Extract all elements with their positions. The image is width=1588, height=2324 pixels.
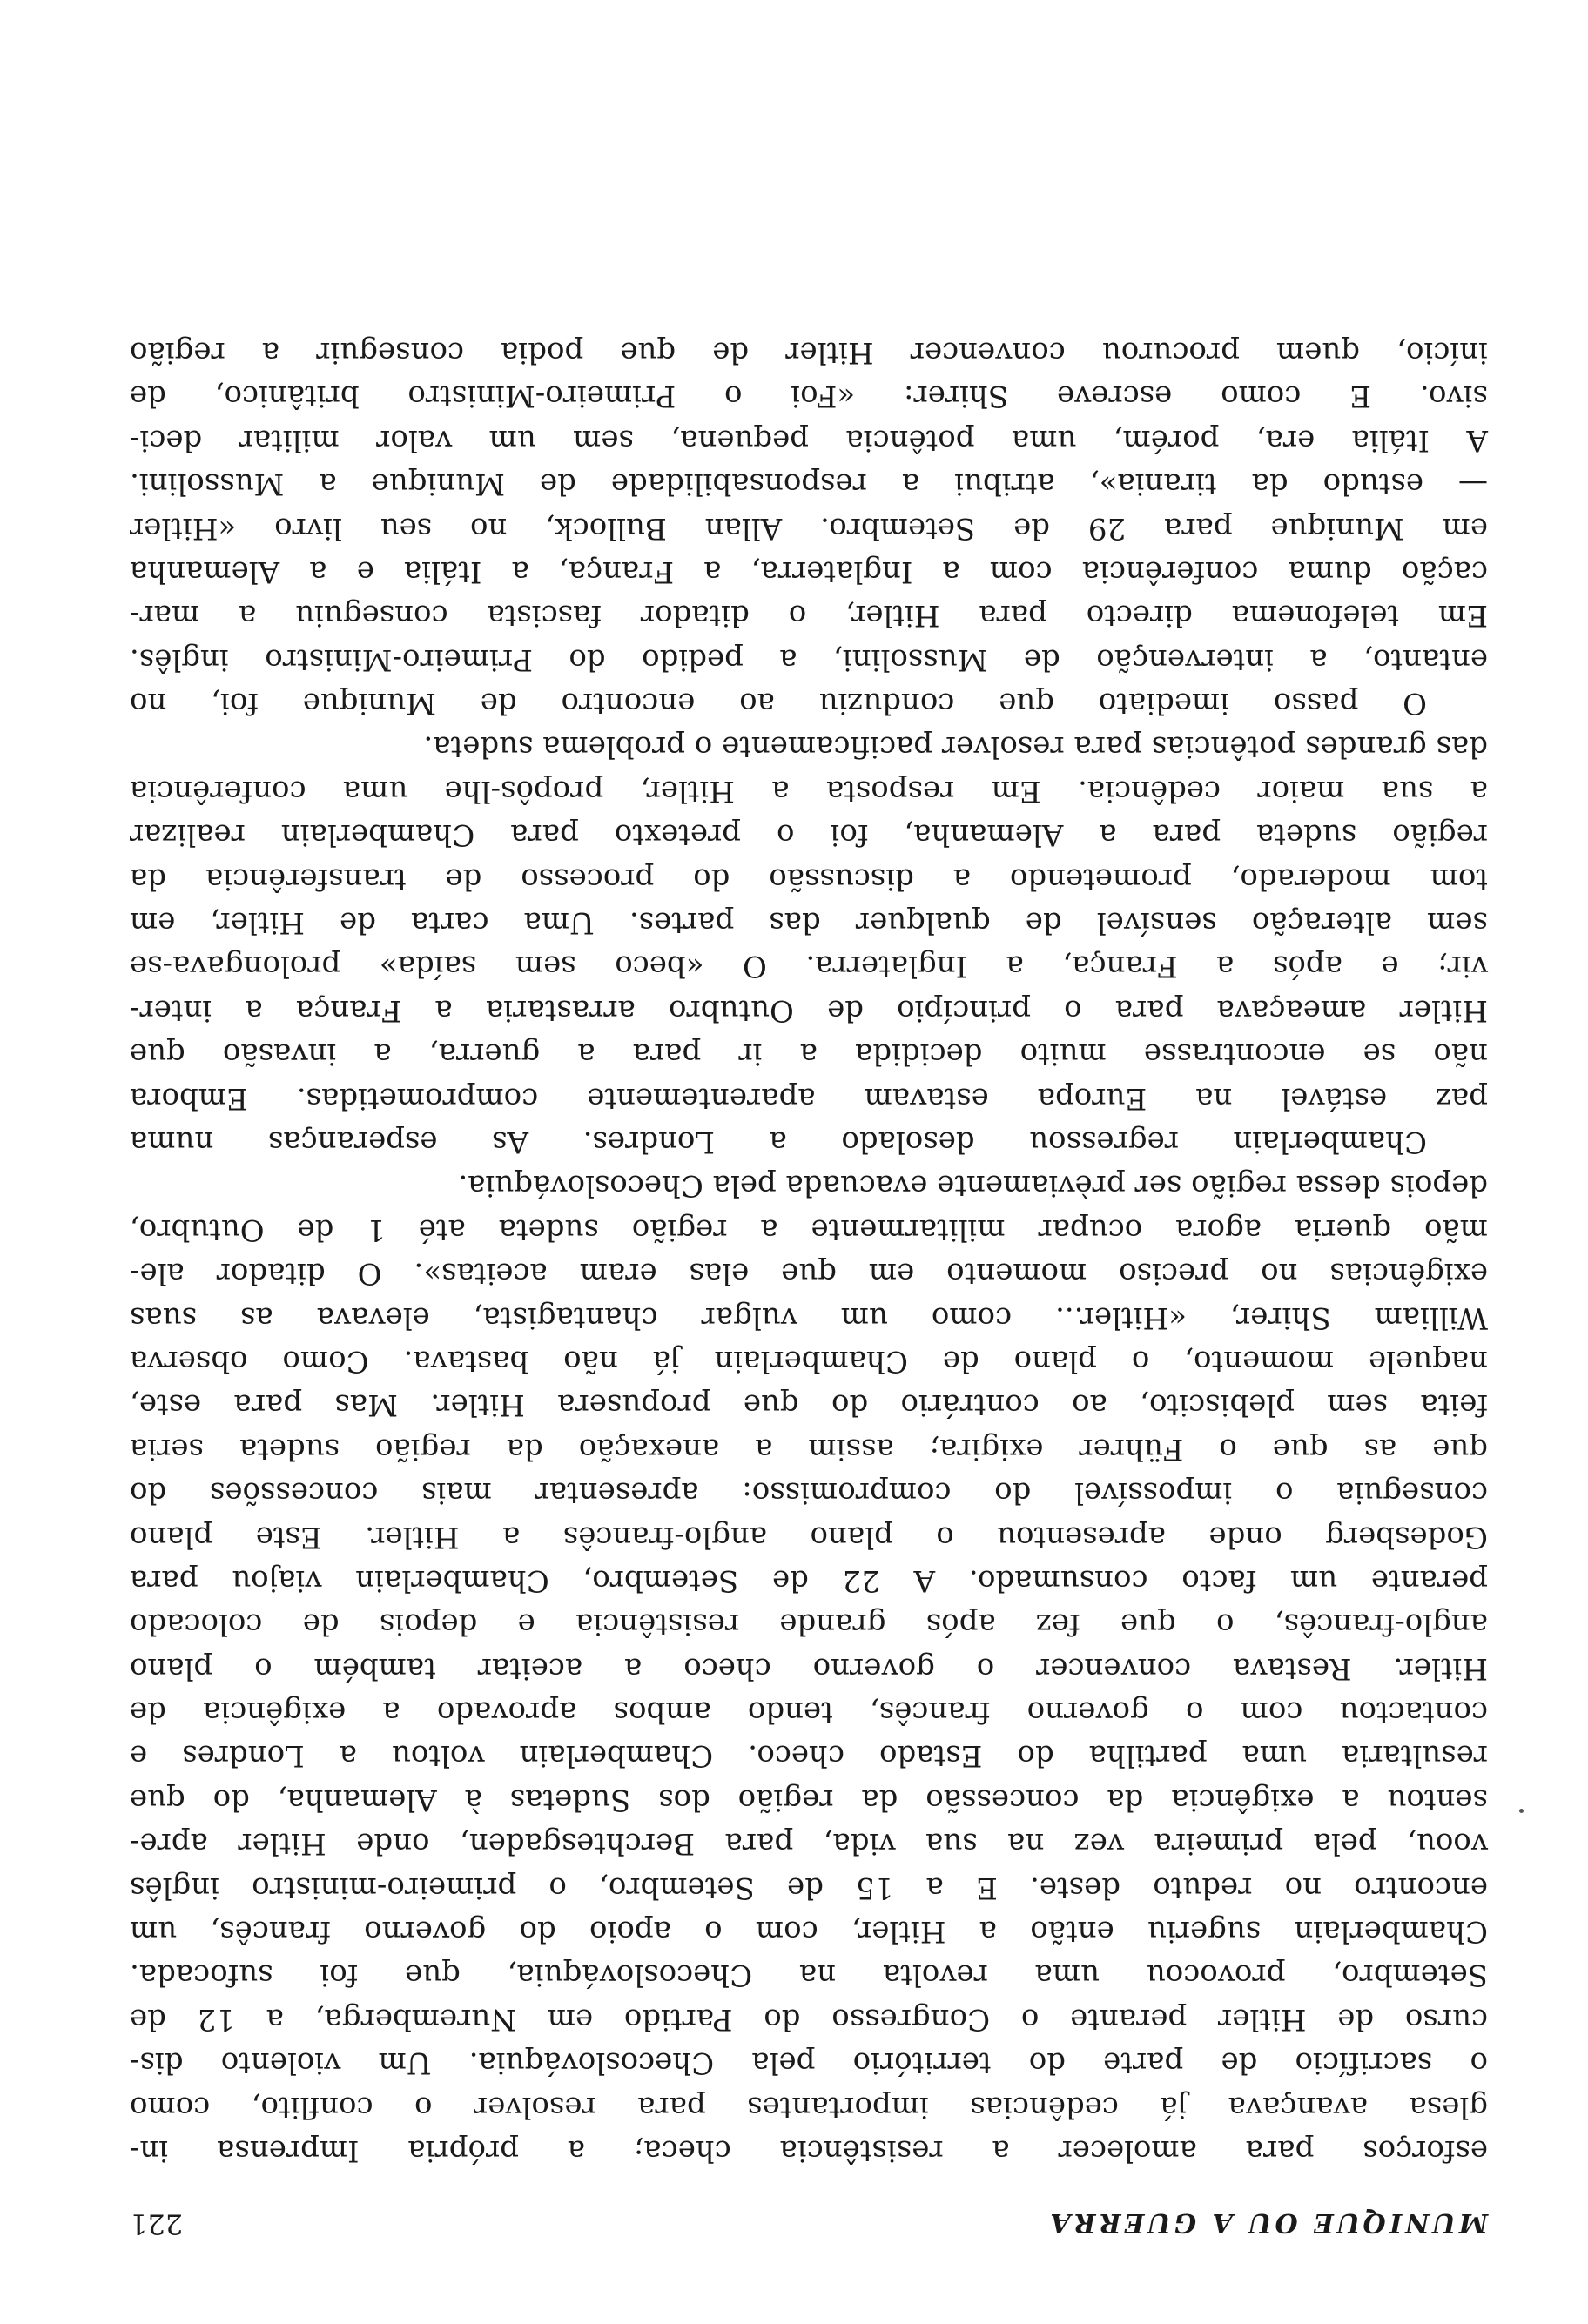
text-line: voou, pela primeira vez na sua vida, para Berchtesgaden, onde Hitler apre- [130, 1826, 1488, 1862]
text-line: das grandes potências para resolver pacificamente o problema sudeta. [423, 729, 1488, 765]
text-line: a sua maior cedência. Em resposta a Hitler, propôs-lhe uma conferência [130, 773, 1488, 809]
text-line: Chamberlain sugeriu então a Hitler, com o apoio do governo francês, um [130, 1914, 1488, 1950]
text-line: Em telefonema directo para Hitler, o ditador fascista conseguiu a mar- [130, 598, 1488, 634]
body-text [130, 331, 1488, 2173]
text-line: tom moderado, prometendo a discussão do processo de transferência da [130, 861, 1488, 897]
text-line: contactou com o governo francês, tendo ambos aprovado a exigência de [130, 1695, 1488, 1730]
text-line: o sacrifício de parte do território pela Checoslováquia. Um violento dis- [130, 2045, 1488, 2081]
text-line: feita sem plebiscito, ao contrário do que propusera Hitler. Mas para este, [130, 1387, 1488, 1423]
text-line: — estudo da tirania», atribui a responsabilidade de Munique a Mussolini. [130, 467, 1488, 502]
text-line: conseguia o impossível do compromisso: apresentar mais concessões do [130, 1475, 1488, 1511]
stray-mark [1519, 1809, 1524, 1813]
text-line: que as que o Führer exigira; assim a anexação da região sudeta seria [130, 1431, 1488, 1467]
text-line: O passo imediato que conduziu ao encontro de Munique foi, no [130, 686, 1427, 722]
text-line: glesa avançava já cedências importantes para resolver o conflito, como [130, 2089, 1488, 2125]
text-line: esforços para amolecer a resistência checa; a própria Imprensa in- [130, 2133, 1488, 2168]
text-line: Hitler. Restava convencer o governo checo a aceitar também o plano [130, 1650, 1488, 1686]
text-line: encontro no reduto deste. E a 15 de Setembro, o primeiro-ministro inglês [130, 1870, 1488, 1905]
text-line: sem alteração sensível de qualquer das partes. Uma carta de Hitler, em [130, 905, 1488, 941]
text-line: em Munique para 29 de Setembro. Allan Bullock, no seu livro «Hitler [130, 510, 1488, 546]
text-line: perante um facto consumado. A 22 de Setembro, Chamberlain viajou para [130, 1562, 1488, 1598]
text-block [130, 331, 1488, 2246]
text-line: naquele momento, o plano de Chamberlain já não bastava. Como observa [130, 1343, 1488, 1379]
text-line: Godesberg onde apresentou o plano anglo-francês a Hitler. Este plano [130, 1519, 1488, 1555]
text-line: entanto, a intervenção de Mussolini, a pedido do Primeiro-Ministro inglês. [130, 641, 1488, 677]
text-line: Hitler ameaçava para o princípio de Outubro arrastaria a França a inter- [130, 992, 1488, 1028]
text-line: sentou a exigência da concessão da região dos Sudetas à Alemanha, do que [130, 1782, 1488, 1817]
text-line: curso de Hitler perante o Congresso do Partido em Nuremberga, a 12 de [130, 2001, 1488, 2037]
text-line: William Shirer, «Hitler... como um vulgar chantagista, elevava as suas [130, 1300, 1488, 1335]
text-line: exigências no preciso momento em que elas eram aceitas». O ditador ale- [130, 1256, 1488, 1292]
running-head [130, 2202, 1488, 2246]
text-line: sivo. E como escreve Shirer: «Foi o Primeiro-Ministro britânico, de [130, 379, 1488, 414]
text-line: depois dessa região ser prèviamente evacuada pela Checoslováquia. [458, 1168, 1488, 1204]
text-line: região sudeta para a Alemanha, foi o pretexto para Chamberlain realizar [130, 817, 1488, 853]
text-line: mão queria agora ocupar militarmente a região sudeta até 1 de Outubro, [130, 1212, 1488, 1247]
page-number: 221 [130, 2207, 184, 2240]
text-line: início, quem procurou convencer Hitler de que podia conseguir a região [130, 334, 1488, 370]
text-line: Chamberlain regressou desolado a Londres. As esperanças numa [130, 1125, 1427, 1160]
text-line: cação duma conferência com a Inglaterra, a França, a Itália e a Alemanha [130, 554, 1488, 589]
text-line: Setembro, provocou uma revolta na Checoslováquia, que foi sufocada. [130, 1958, 1488, 1993]
running-title: MUNIQUE OU A GUERRA [1046, 2207, 1488, 2238]
text-line: paz estável na Europa estavam aparentemente comprometidas. Embora [130, 1080, 1488, 1116]
text-line: vir; e após a França, a Inglaterra. O «beco sem saída» prolongava-se [130, 949, 1488, 984]
text-line: resultaria uma partilha do Estado checo. Chamberlain voltou a Londres e [130, 1738, 1488, 1774]
text-line: não se encontrasse muito decidida a ir para a guerra, a invasão que [130, 1037, 1488, 1072]
text-line: anglo-francês, o que fez após grande resistência e depois de colocado [130, 1607, 1488, 1642]
text-line: A Itália era, porém, uma potência pequena, sem um valor militar deci- [130, 422, 1488, 458]
